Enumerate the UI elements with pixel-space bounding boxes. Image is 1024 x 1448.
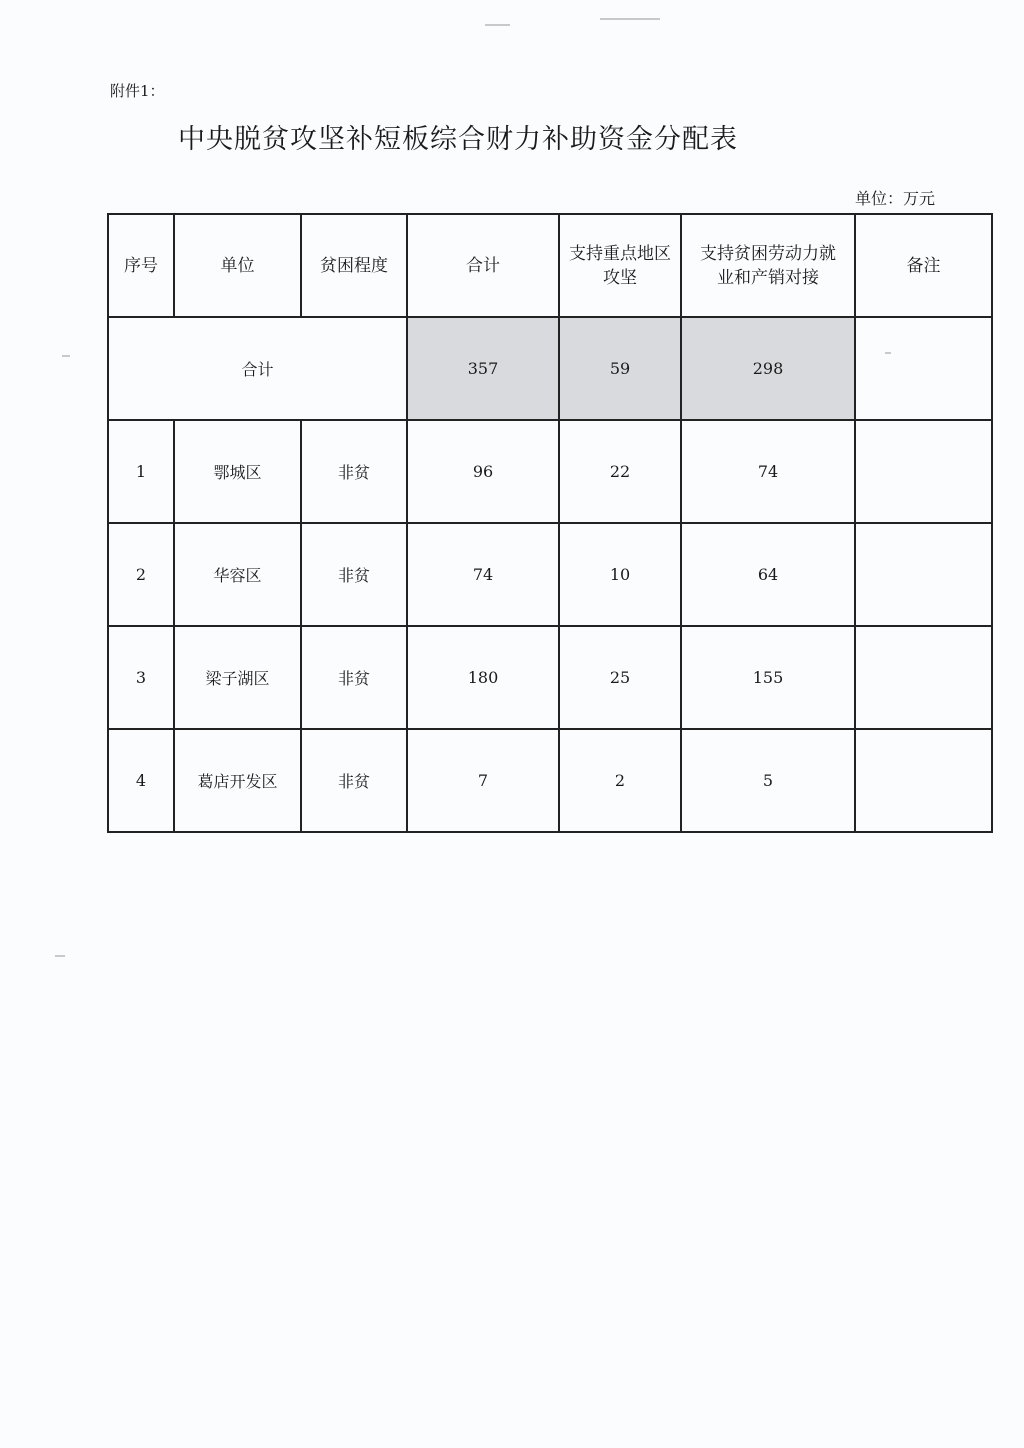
table-row [108, 420, 992, 523]
row-total: 7 [407, 729, 559, 832]
scan-artifact [62, 355, 70, 357]
summary-employment: 298 [681, 317, 855, 420]
unit-label: 单位：万元 [855, 189, 936, 208]
row-unit: 鄂城区 [174, 420, 301, 523]
scan-artifact [485, 24, 510, 26]
table-row [108, 523, 992, 626]
row-seq: 3 [108, 626, 174, 729]
header-unit: 单位 [174, 214, 301, 317]
allocation-table [107, 213, 993, 833]
scan-artifact [885, 352, 891, 354]
row-poverty-level: 非贫 [301, 729, 407, 832]
row-seq: 1 [108, 420, 174, 523]
summary-row [108, 317, 992, 420]
row-unit: 华容区 [174, 523, 301, 626]
row-key-area: 10 [559, 523, 681, 626]
summary-total: 357 [407, 317, 559, 420]
row-employment: 5 [681, 729, 855, 832]
row-key-area: 2 [559, 729, 681, 832]
row-key-area: 25 [559, 626, 681, 729]
table-row [108, 626, 992, 729]
row-seq: 2 [108, 523, 174, 626]
summary-key-area: 59 [559, 317, 681, 420]
row-employment: 64 [681, 523, 855, 626]
table-row [108, 729, 992, 832]
scan-artifact [600, 18, 660, 20]
header-key-area: 支持重点地区攻坚 [559, 214, 681, 317]
table-header-row [108, 214, 992, 317]
row-remarks [855, 523, 992, 626]
row-poverty-level: 非贫 [301, 523, 407, 626]
header-employment: 支持贫困劳动力就业和产销对接 [681, 214, 855, 317]
row-remarks [855, 729, 992, 832]
row-total: 180 [407, 626, 559, 729]
row-unit: 梁子湖区 [174, 626, 301, 729]
scan-artifact [55, 955, 65, 957]
row-total: 96 [407, 420, 559, 523]
row-poverty-level: 非贫 [301, 420, 407, 523]
row-key-area: 22 [559, 420, 681, 523]
row-employment: 74 [681, 420, 855, 523]
row-employment: 155 [681, 626, 855, 729]
header-remarks: 备注 [855, 214, 992, 317]
header-seq: 序号 [108, 214, 174, 317]
header-poverty-level: 贫困程度 [301, 214, 407, 317]
row-unit: 葛店开发区 [174, 729, 301, 832]
row-seq: 4 [108, 729, 174, 832]
row-remarks [855, 626, 992, 729]
row-remarks [855, 420, 992, 523]
row-poverty-level: 非贫 [301, 626, 407, 729]
summary-label: 合计 [108, 317, 407, 420]
header-total: 合计 [407, 214, 559, 317]
summary-remarks [855, 317, 992, 420]
attachment-label: 附件1： [110, 82, 165, 100]
document-title: 中央脱贫攻坚补短板综合财力补助资金分配表 [178, 124, 738, 155]
row-total: 74 [407, 523, 559, 626]
